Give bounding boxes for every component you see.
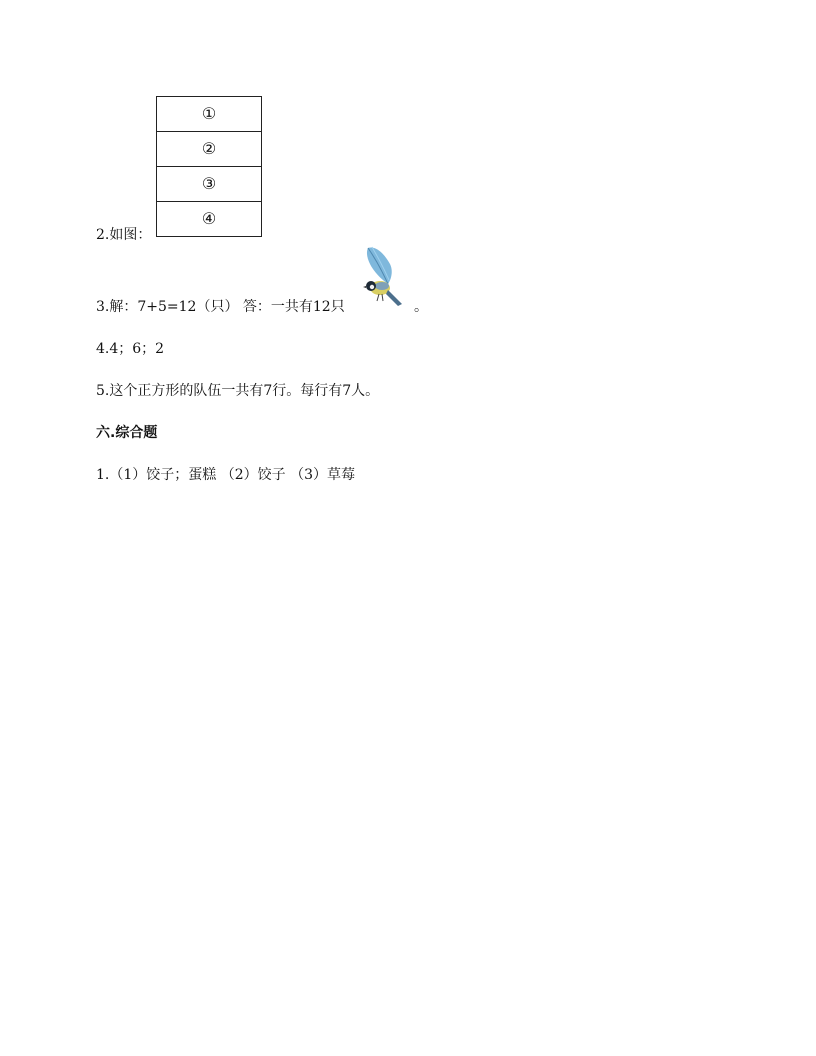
bird-icon [360, 244, 406, 310]
q3-period: 。 [414, 299, 428, 315]
stack-cell-3: ③ [157, 166, 261, 201]
q3-answer: 3.解：7+5=12（只） 答：一共有12只 [96, 299, 345, 315]
stacked-boxes-diagram [156, 96, 262, 237]
stack-cell-2: ② [157, 131, 261, 166]
q2-label: 2.如图： [96, 227, 152, 243]
stack-cell-1: ① [201, 104, 217, 123]
bird-picture [360, 244, 406, 310]
section-heading: 六.综合题 [96, 425, 158, 441]
stack-cell-4: ④ [157, 201, 261, 236]
section6-q1-answer: 1.（1）饺子；蛋糕 （2）饺子 （3）草莓 [96, 467, 355, 483]
q4-answer: 4.4；6；2 [96, 341, 165, 357]
q5-answer: 5.这个正方形的队伍一共有7行。每行有7人。 [96, 383, 380, 399]
